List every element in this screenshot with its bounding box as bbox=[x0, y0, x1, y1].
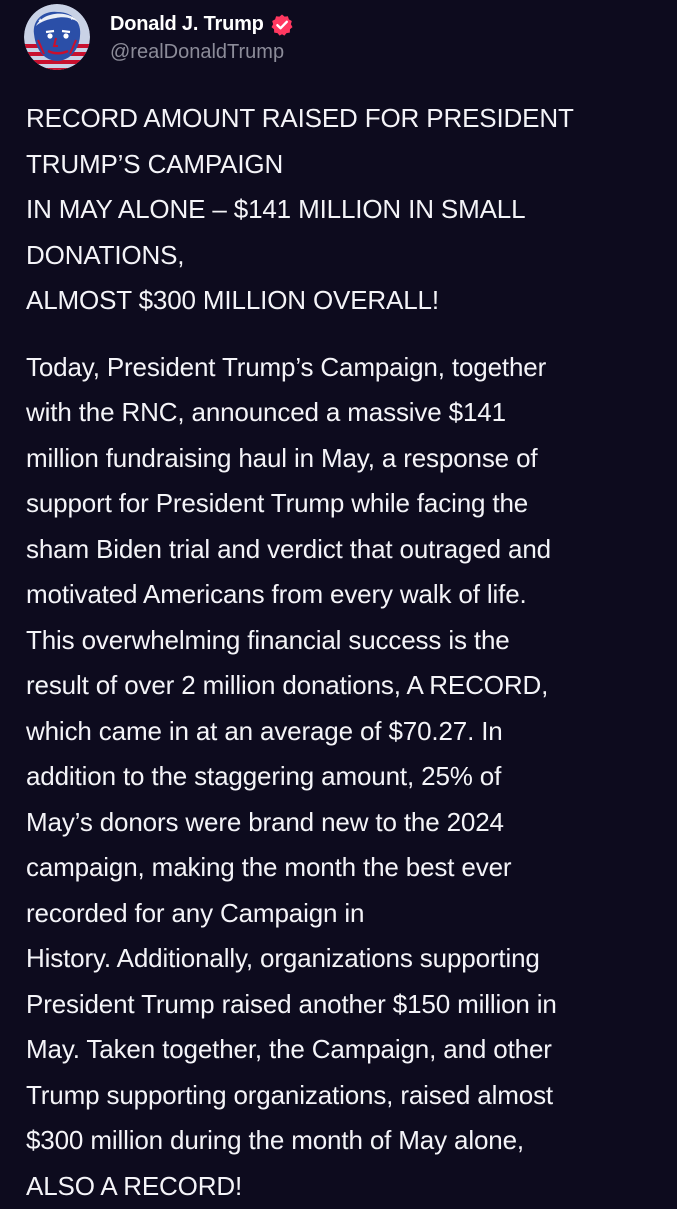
headline-line: DONATIONS, bbox=[26, 233, 666, 279]
display-name[interactable]: Donald J. Trump bbox=[110, 13, 264, 36]
body-line: This overwhelming financial success is the bbox=[26, 618, 666, 664]
body-line: motivated Americans from every walk of life. bbox=[26, 572, 666, 618]
body-line: campaign, making the month the best ever bbox=[26, 845, 666, 891]
body-line: million fundraising haul in May, a response of bbox=[26, 436, 666, 482]
body-line: recorded for any Campaign in bbox=[26, 891, 666, 937]
avatar-portrait-icon bbox=[24, 4, 90, 70]
body-line: result of over 2 million donations, A RECORD, bbox=[26, 663, 666, 709]
body-line: ALSO A RECORD! bbox=[26, 1164, 666, 1209]
verified-badge-icon bbox=[270, 13, 294, 37]
avatar[interactable] bbox=[24, 4, 90, 70]
body-line: Today, President Trump’s Campaign, together bbox=[26, 345, 666, 391]
headline-line: TRUMP’S CAMPAIGN bbox=[26, 142, 666, 188]
post-header bbox=[24, 4, 294, 70]
name-row bbox=[110, 11, 294, 39]
user-handle[interactable]: @realDonaldTrump bbox=[110, 41, 294, 64]
post-headline bbox=[26, 96, 666, 324]
body-line: which came in at an average of $70.27. In bbox=[26, 709, 666, 755]
post-body bbox=[26, 96, 666, 1209]
headline-line: IN MAY ALONE – $141 MILLION IN SMALL bbox=[26, 187, 666, 233]
body-line: History. Additionally, organizations supporting bbox=[26, 936, 666, 982]
body-line: addition to the staggering amount, 25% of bbox=[26, 754, 666, 800]
body-line: with the RNC, announced a massive $141 bbox=[26, 390, 666, 436]
body-line: President Trump raised another $150 million in bbox=[26, 982, 666, 1028]
headline-line: ALMOST $300 MILLION OVERALL! bbox=[26, 278, 666, 324]
body-line: $300 million during the month of May alone, bbox=[26, 1118, 666, 1164]
body-line: Trump supporting organizations, raised almost bbox=[26, 1073, 666, 1119]
body-line: May. Taken together, the Campaign, and other bbox=[26, 1027, 666, 1073]
body-line: sham Biden trial and verdict that outraged and bbox=[26, 527, 666, 573]
post-paragraph bbox=[26, 345, 666, 1209]
author-identity bbox=[110, 11, 294, 64]
body-line: May’s donors were brand new to the 2024 bbox=[26, 800, 666, 846]
headline-line: RECORD AMOUNT RAISED FOR PRESIDENT bbox=[26, 96, 666, 142]
body-line: support for President Trump while facing the bbox=[26, 481, 666, 527]
